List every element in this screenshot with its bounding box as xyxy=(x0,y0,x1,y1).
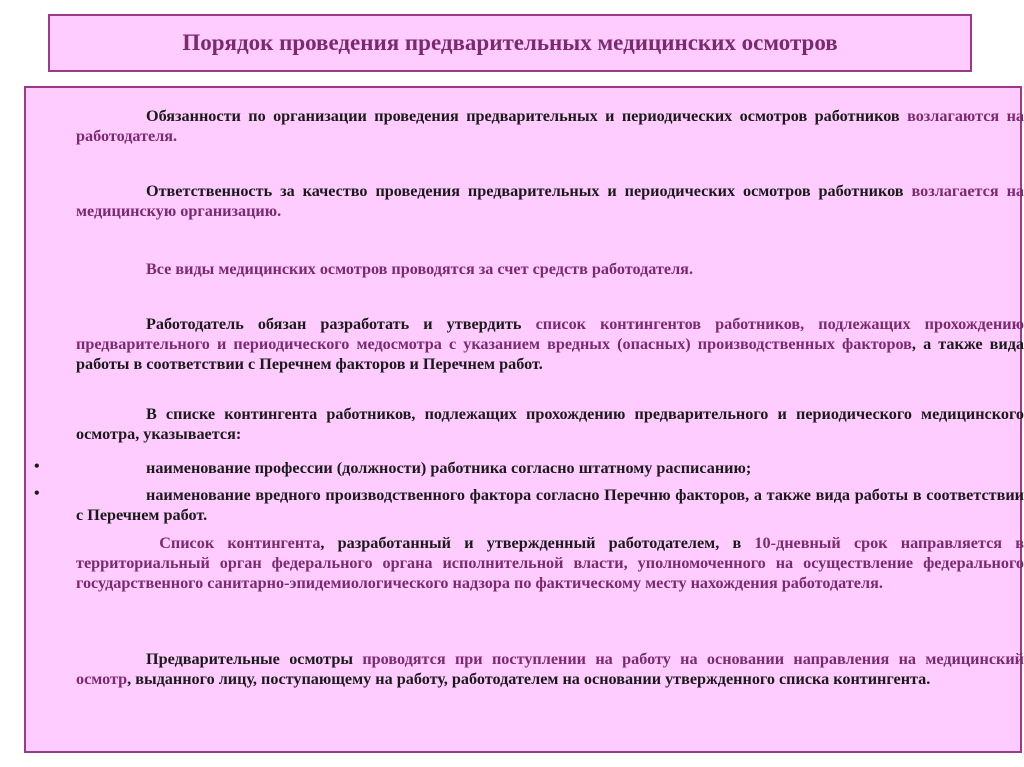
paragraph-text: Обязанности по организации проведения предварительных и периодических осмотров работников xyxy=(146,107,908,125)
highlight-text: 10-дневный срок направляется в территориальный орган федерального органа исполнительной власти, уполномоченного на осуществление федерального государственного санитарно-эпидемиологического надзора по фактическому месту нахождения работодателя. xyxy=(76,534,1024,592)
paragraph-text: Все виды медицинских осмотров проводятся за счет средств работодателя. xyxy=(146,260,693,278)
paragraph-employer-list xyxy=(76,314,1024,374)
paragraph-text: В списке контингента работников, подлежащих прохождению предварительного и периодического медицинского осмотра, указывается: xyxy=(76,405,1024,443)
paragraph-responsibility xyxy=(76,181,1024,221)
paragraph-text: , а также вида работы в соответствии с Перечнем факторов и Перечнем работ. xyxy=(76,335,1024,373)
paragraph-text: Ответственность за качество проведения предварительных и периодических осмотров работников xyxy=(146,182,912,200)
paragraph-funding xyxy=(76,259,1024,279)
content-box xyxy=(24,86,1022,753)
bullet-marker: • xyxy=(34,485,40,502)
highlight-text: проводятся при поступлении на работу на основании направления на медицинский осмотр xyxy=(76,650,1024,688)
paragraph-text: Предварительные осмотры xyxy=(146,650,363,668)
paragraph-preliminary xyxy=(76,649,1024,689)
title-box xyxy=(48,14,972,72)
bullet-text: наименование вредного производственного фактора согласно Перечню факторов, а также вида работы в соответствии с Перечнем работ. xyxy=(76,486,1024,524)
highlight-text: Список контингента xyxy=(146,534,321,552)
paragraph-list-contents xyxy=(76,404,1024,444)
paragraph-text: , выданного лицу, поступающему на работу, работодателем на основании утвержденного списка контингента. xyxy=(127,670,931,688)
bullet-text: наименование профессии (должности) работника согласно штатному расписанию; xyxy=(146,459,752,477)
paragraph-text: , разработанный и утвержденный работодателем, в xyxy=(320,534,755,552)
bullet-item-profession xyxy=(76,458,1024,478)
paragraph-text: Работодатель обязан разработать и утвердить xyxy=(146,315,536,333)
bullet-marker: • xyxy=(34,458,40,475)
page-title: Порядок проведения предварительных медицинских осмотров xyxy=(182,30,838,55)
highlight-text: возлагаются на работодателя. xyxy=(76,107,1024,145)
paragraph-duties xyxy=(76,106,1024,146)
highlight-text: возлагается на медицинскую организацию. xyxy=(76,182,1024,220)
paragraph-submission xyxy=(76,533,1024,593)
highlight-text: список контингентов работников, подлежащих прохождению предварительного и периодического медосмотра с указанием вредных (опасных) производственных факторов xyxy=(76,315,1024,353)
bullet-item-factor xyxy=(76,485,1024,525)
